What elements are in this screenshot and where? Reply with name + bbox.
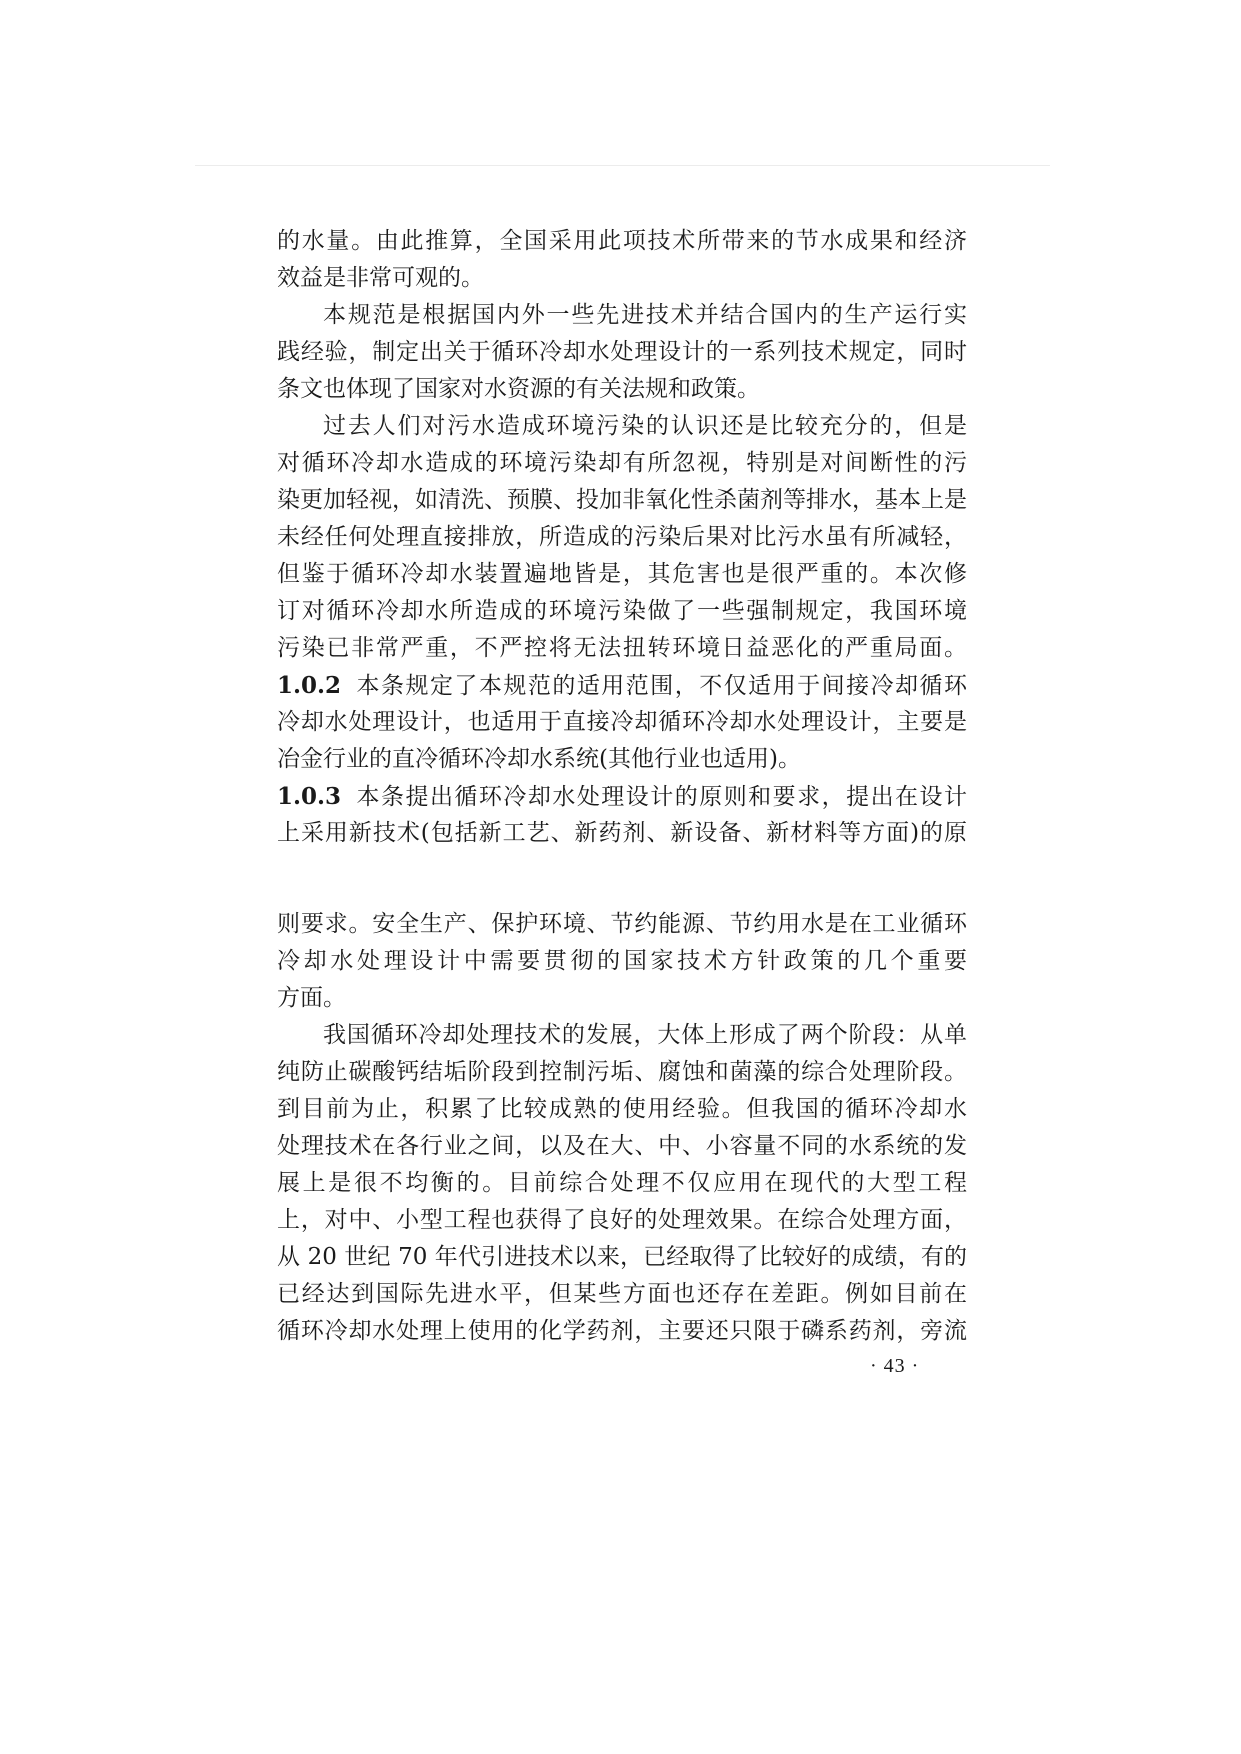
text-line: 上，对中、小型工程也获得了良好的处理效果。在综合处理方面， — [277, 1207, 967, 1233]
text-line: 方面。 — [277, 985, 346, 1011]
text-line: 效益是非常可观的。 — [277, 265, 484, 291]
text-line: 的水量。由此推算，全国采用此项技术所带来的节水成果和经济 — [277, 228, 967, 254]
text-line: 订对循环冷却水所造成的环境污染做了一些强制规定，我国环境 — [277, 598, 967, 624]
text-line: 展上是很不均衡的。目前综合处理不仅应用在现代的大型工程 — [277, 1170, 967, 1196]
clause-number: 1.0.3 — [277, 783, 342, 810]
text-line: 冷却水处理设计，也适用于直接冷却循环冷却水处理设计，主要是 — [277, 709, 967, 735]
text-line: 循环冷却水处理上使用的化学药剂，主要还只限于磷系药剂，旁流 — [277, 1318, 967, 1344]
clause-number: 1.0.2 — [277, 672, 342, 699]
text-line: 已经达到国际先进水平，但某些方面也还存在差距。例如目前在 — [277, 1281, 967, 1307]
text-line: 但鉴于循环冷却水装置遍地皆是，其危害也是很严重的。本次修 — [277, 561, 967, 587]
text-block-upper — [277, 223, 967, 852]
text-line: 条文也体现了国家对水资源的有关法规和政策。 — [277, 376, 760, 402]
clause-1-0-2-line — [277, 667, 967, 704]
clause-1-0-3-line — [277, 778, 967, 815]
text-line: 上采用新技术(包括新工艺、新药剂、新设备、新材料等方面)的原 — [277, 820, 967, 846]
text-line: 我国循环冷却处理技术的发展，大体上形成了两个阶段：从单 — [323, 1022, 967, 1048]
text-line: 对循环冷却水造成的环境污染却有所忽视，特别是对间断性的污 — [277, 450, 967, 476]
text-span: 本条提出循环冷却水处理设计的原则和要求，提出在设计 — [355, 784, 967, 810]
text-line: 到目前为止，积累了比较成熟的使用经验。但我国的循环冷却水 — [277, 1096, 967, 1122]
text-line: 冷却水处理设计中需要贯彻的国家技术方针政策的几个重要 — [277, 948, 967, 974]
text-line: 处理技术在各行业之间，以及在大、中、小容量不同的水系统的发 — [277, 1133, 967, 1159]
page-number: · 43 · — [870, 1355, 920, 1377]
text-line: 污染已非常严重，不严控将无法扭转环境日益恶化的严重局面。 — [277, 635, 967, 661]
text-block-lower — [277, 906, 967, 1350]
text-line: 践经验，制定出关于循环冷却水处理设计的一系列技术规定，同时 — [277, 339, 967, 365]
text-line: 未经任何处理直接排放，所造成的污染后果对比污水虽有所减轻， — [277, 524, 967, 550]
text-line: 则要求。安全生产、保护环境、节约能源、节约用水是在工业循环 — [277, 911, 967, 937]
text-line: 本规范是根据国内外一些先进技术并结合国内的生产运行实 — [323, 302, 967, 328]
text-line: 染更加轻视，如清洗、预膜、投加非氧化性杀菌剂等排水，基本上是 — [277, 487, 967, 513]
text-line: 纯防止碳酸钙结垢阶段到控制污垢、腐蚀和菌藻的综合处理阶段。 — [277, 1059, 967, 1085]
text-span: 本条规定了本规范的适用范围，不仅适用于间接冷却循环 — [355, 673, 967, 699]
text-line: 过去人们对污水造成环境污染的认识还是比较充分的，但是 — [323, 413, 967, 439]
page-header-rule — [195, 165, 1050, 166]
text-line: 从 20 世纪 70 年代引进技术以来，已经取得了比较好的成绩，有的 — [277, 1244, 967, 1270]
text-line: 冶金行业的直冷循环冷却水系统(其他行业也适用)。 — [277, 746, 801, 772]
